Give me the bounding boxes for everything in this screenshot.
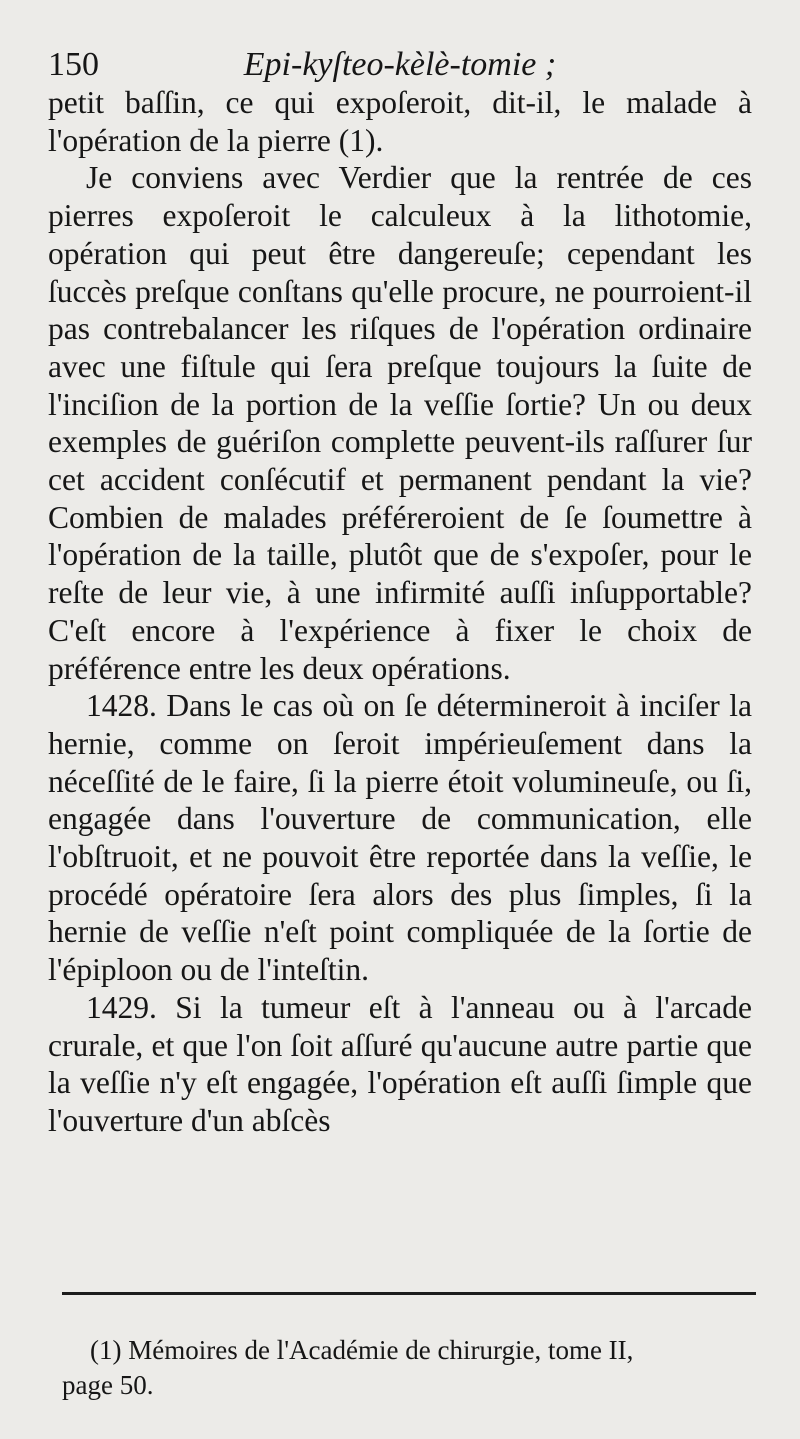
page-header: [48, 42, 752, 88]
running-title: Epi-kyſteo-kèlè-tomie ;: [243, 46, 557, 83]
footnote-rule: [62, 1292, 756, 1295]
page-number: 150: [48, 46, 99, 83]
body-text: [48, 84, 752, 1140]
paragraph: Je conviens avec Verdier que la rentrée de ces pierres expoſeroit le calculeux à la lithotomie, opération qui peut être dangereuſe; cependant les ſuccès preſque conſtans qu'elle procure, ne pourroient-il pas contrebalancer les riſques de l'opération ordinaire avec une fiſtule qui ſera preſque toujours la ſuite de l'inciſion de la portion de la veſſie ſortie? Un ou deux exemples de guériſon complette peuvent-ils raſſurer ſur cet accident conſécutif et permanent pendant la vie? Combien de malades préféreroient de ſe ſoumettre à l'opération de la taille, plutôt que de s'expoſer, pour le reſte de leur vie, à une infirmité auſſi inſupportable? C'eſt encore à l'expérience à fixer le choix de préférence entre les deux opérations.: [48, 160, 752, 686]
paragraph-1428: 1428. Dans le cas où on ſe détermineroit à inciſer la hernie, comme on ſeroit impérieuſement dans la néceſſité de le faire, ſi la pierre étoit volumineuſe, ou ſi, engagée dans l'ouverture de communication, elle l'obſtruoit, et ne pouvoit être reportée dans la veſſie, le procédé opératoire ſera alors des plus ſimples, ſi la hernie de veſſie n'eſt point compliquée de la ſortie de l'épiploon ou de l'inteſtin.: [48, 688, 752, 988]
paragraph-1429: 1429. Si la tumeur eſt à l'anneau ou à l'arcade crurale, et que l'on ſoit aſſuré qu'aucune autre partie que la veſſie n'y eſt engagée, l'opération eſt auſſi ſimple que l'ouverture d'un abſcès: [48, 989, 752, 1138]
footnote: [62, 1333, 756, 1403]
paragraph-continuation: petit baſſin, ce qui expoſeroit, dit-il, le malade à l'opération de la pierre (1).: [48, 85, 752, 158]
footnote-page: page 50.: [62, 1370, 154, 1400]
footnote-citation: (1) Mémoires de l'Académie de chirurgie, tome II,: [90, 1335, 634, 1365]
